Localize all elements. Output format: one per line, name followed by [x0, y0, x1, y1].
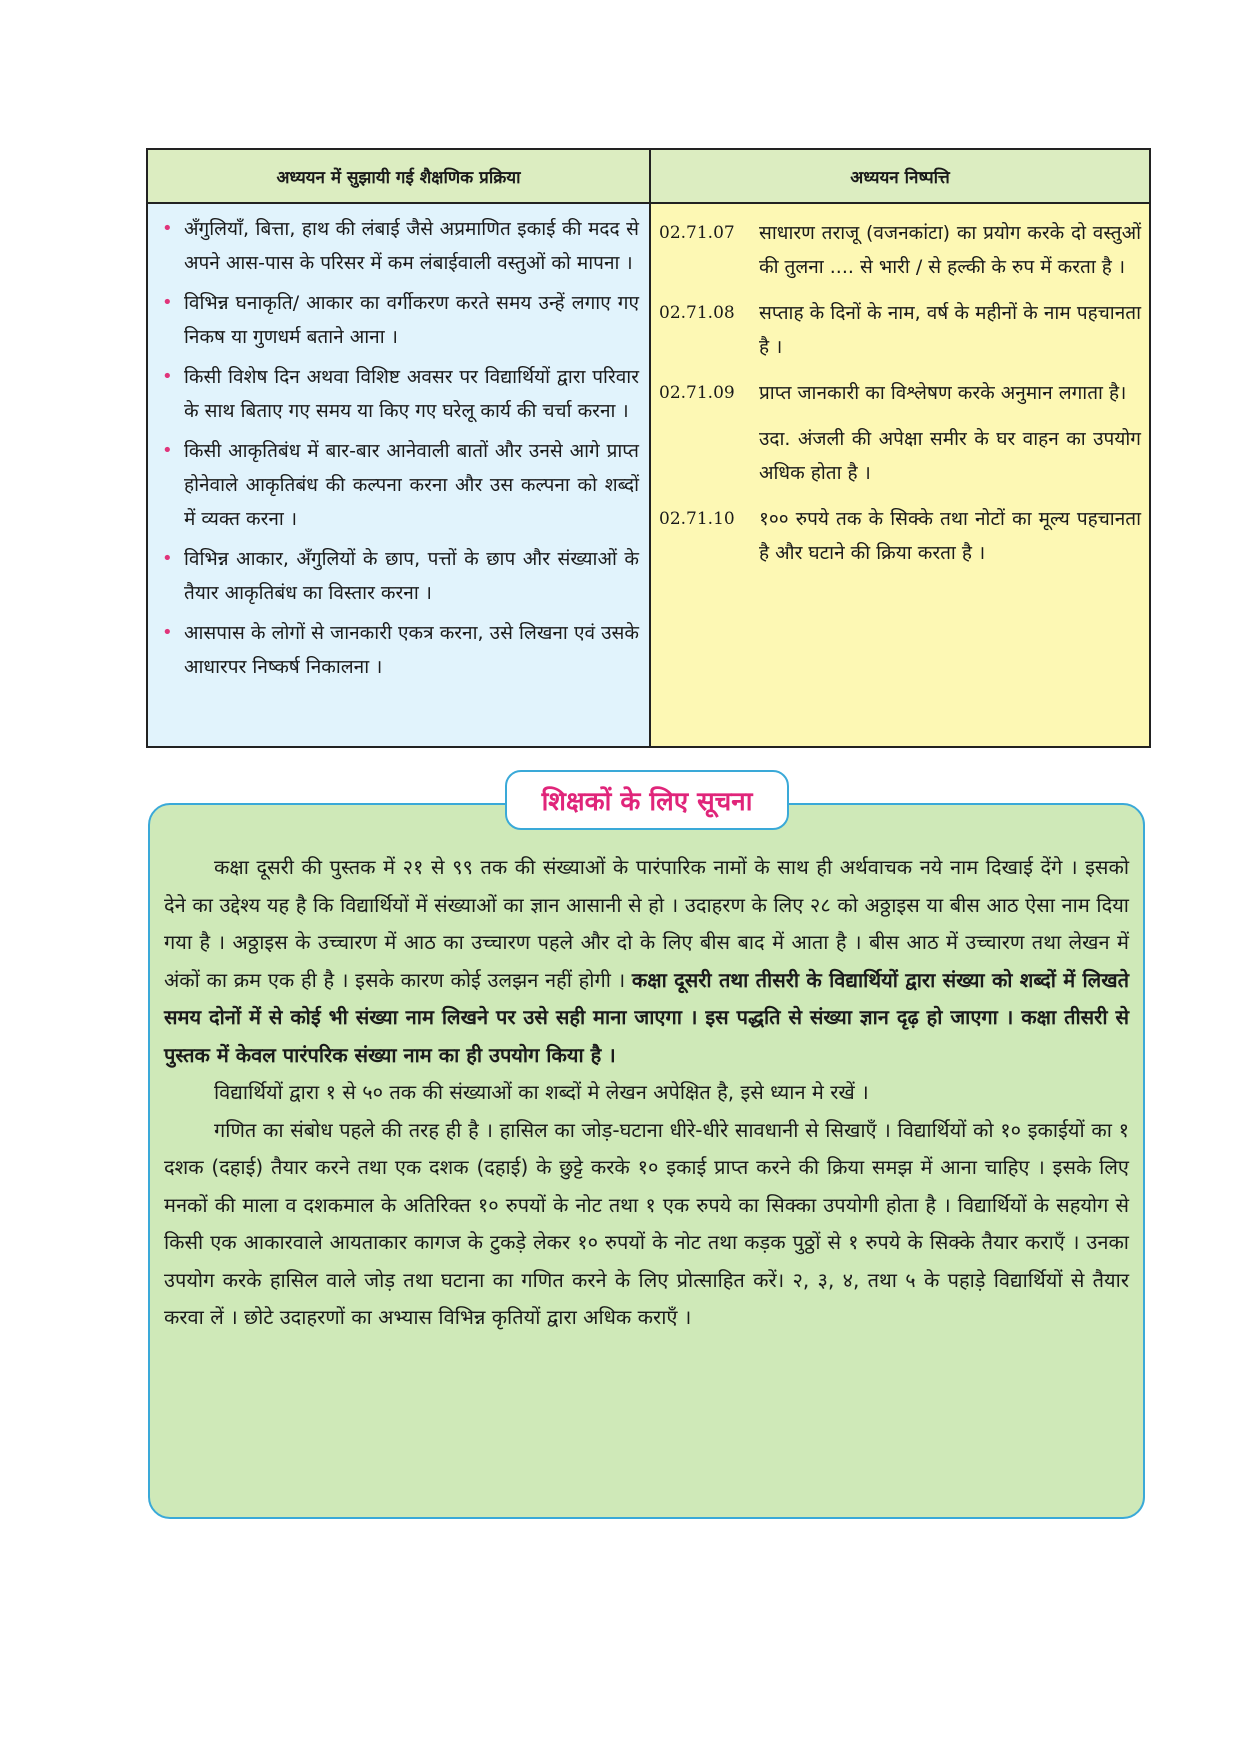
- outcome-text: साधारण तराजू (वजनकांटा) का प्रयोग करके दो वस्तुओं की तुलना .... से भारी / से हल्की के रुप में करता है ।: [759, 222, 1141, 278]
- process-column: [148, 204, 651, 746]
- list-item: • किसी आकृतिबंध में बार-बार आनेवाली बातों और उनसे आगे प्राप्त होनेवाले आकृतिबंध की कल्पना करना और उस कल्पना को शब्दों में व्यक्त करना ।: [158, 434, 639, 536]
- outcome-column: [651, 204, 1149, 746]
- outcome-row: [659, 502, 1141, 570]
- outcome-row: [659, 216, 1141, 284]
- bullet-icon: •: [162, 366, 173, 387]
- outcome-text: प्राप्त जानकारी का विश्लेषण करके अनुमान लगाता है।: [759, 382, 1127, 404]
- outcome-code: 02.71.09: [659, 383, 735, 403]
- notice-paragraph: विद्यार्थियों द्वारा १ से ५० तक की संख्याओं का शब्दों मे लेखन अपेक्षित है, इसे ध्यान मे रखें ।: [214, 1080, 869, 1104]
- notice-title: शिक्षकों के लिए सूचना: [505, 770, 789, 830]
- outcome-example-text: उदा. अंजली की अपेक्षा समीर के घर वाहन का उपयोग अधिक होता है ।: [759, 428, 1141, 484]
- outcome-row: [659, 422, 1141, 490]
- bullet-icon: •: [162, 440, 173, 461]
- outcome-text: सप्ताह के दिनों के नाम, वर्ष के महीनों के नाम पहचानता है ।: [759, 302, 1141, 358]
- notice-bold-text: कक्षा दूसरी तथा तीसरी के विद्यार्थियों द्वारा संख्या को शब्दों में लिखते समय दोनों में से कोई भी संख्या नाम लिखने पर उसे सही माना जाएगा । इस पद्धति से संख्या ज्ञान दृढ़ हो जाएगा । कक्षा तीसरी से पुस्तक में केवल पारंपरिक संख्या नाम का ही उपयोग किया है ।: [164, 967, 1129, 1067]
- header-process: अध्ययन में सुझायी गई शैक्षणिक प्रक्रिया: [148, 150, 651, 204]
- outcome-code: 02.71.10: [659, 509, 735, 529]
- learning-outcome-table: [146, 148, 1151, 748]
- outcome-code: [659, 422, 759, 490]
- bullet-icon: •: [162, 292, 173, 313]
- list-item: • आसपास के लोगों से जानकारी एकत्र करना, उसे लिखना एवं उसके आधारपर निष्कर्ष निकालना ।: [158, 616, 639, 684]
- outcome-code: 02.71.07: [659, 223, 735, 243]
- outcome-row: [659, 376, 1141, 410]
- bullet-icon: •: [162, 218, 173, 239]
- notice-paragraph: गणित का संबोध पहले की तरह ही है । हासिल का जोड़-घटाना धीरे-धीरे सावधानी से सिखाएँ । विद्यार्थियों को १० इकाईयों का १ दशक (दहाई) तैयार करने तथा एक दशक (दहाई) के छुट्टे करके १० इकाई प्राप्त करने की क्रिया समझ में आना चाहिए । इसके लिए मनकों की माला व दशकमाल के अतिरिक्त १० रुपयों के नोट तथा १ एक रुपये का सिक्का उपयोगी होता है । विद्यार्थियों के सहयोग से किसी एक आकारवाले आयताकार कागज के टुकड़े लेकर १० रुपयों के नोट तथा कड़क पुठ्ठों से १ रुपये के सिक्के तैयार कराएँ । उनका उपयोग करके हासिल वाले जोड़ तथा घटाना का गणित करने के लिए प्रोत्साहित करें। २, ३, ४, तथा ५ के पहाड़े विद्यार्थियों से तैयार करवा लें । छोटे उदाहरणों का अभ्यास विभिन्न कृतियों द्वारा अधिक कराएँ ।: [164, 1117, 1129, 1329]
- list-item: • विभिन्न घनाकृति/ आकार का वर्गीकरण करते समय उन्हें लगाए गए निकष या गुणधर्म बताने आना ।: [158, 286, 639, 354]
- notice-paragraph: कक्षा दूसरी की पुस्तक में २१ से ९९ तक की संख्याओं के पारंपारिक नामों के साथ ही अर्थवाचक नये नाम दिखाई देंगे । इसको देने का उद्देश्य यह है कि विद्यार्थियों में संख्याओं का ज्ञान आसानी से हो । उदाहरण के लिए २८ को अठ्ठाइस या बीस आठ ऐसा नाम दिया गया है । अठ्ठाइस के उच्चारण में आठ का उच्चारण पहले और दो के लिए बीस बाद में आता है । बीस आठ में उच्चारण तथा लेखन में अंकों का क्रम एक ही है । इसके कारण कोई उलझन नहीं होगी । कक्षा दूसरी तथा तीसरी के विद्यार्थियों द्वारा संख्या को शब्दों में लिखते समय दोनों में से कोई भी संख्या नाम लिखने पर उसे सही माना जाएगा । इस पद्धति से संख्या ज्ञान दृढ़ हो जाएगा । कक्षा तीसरी से पुस्तक में केवल पारंपरिक संख्या नाम का ही उपयोग किया है ।: [164, 855, 1129, 1067]
- list-item: • अँगुलियाँ, बित्ता, हाथ की लंबाई जैसे अप्रमाणित इकाई की मदद से अपने आस-पास के परिसर में कम लंबाईवाली वस्तुओं को मापना ।: [158, 212, 639, 280]
- list-item: • विभिन्न आकार, अँगुलियों के छाप, पत्तों के छाप और संख्याओं के तैयार आकृतिबंध का विस्तार करना ।: [158, 542, 639, 610]
- bullet-icon: •: [162, 622, 173, 643]
- bullet-icon: •: [162, 548, 173, 569]
- outcome-text: १०० रुपये तक के सिक्के तथा नोटों का मूल्य पहचानता है और घटाने की क्रिया करता है ।: [759, 508, 1141, 564]
- teacher-notice-box: [148, 803, 1145, 1519]
- list-item: • किसी विशेष दिन अथवा विशिष्ट अवसर पर विद्यार्थियों द्वारा परिवार के साथ बिताए गए समय या किए गए घरेलू कार्य की चर्चा करना ।: [158, 360, 639, 428]
- outcome-row: [659, 296, 1141, 364]
- outcome-code: 02.71.08: [659, 303, 735, 323]
- process-list: [158, 212, 639, 684]
- header-outcome: अध्ययन निष्पत्ति: [651, 150, 1149, 204]
